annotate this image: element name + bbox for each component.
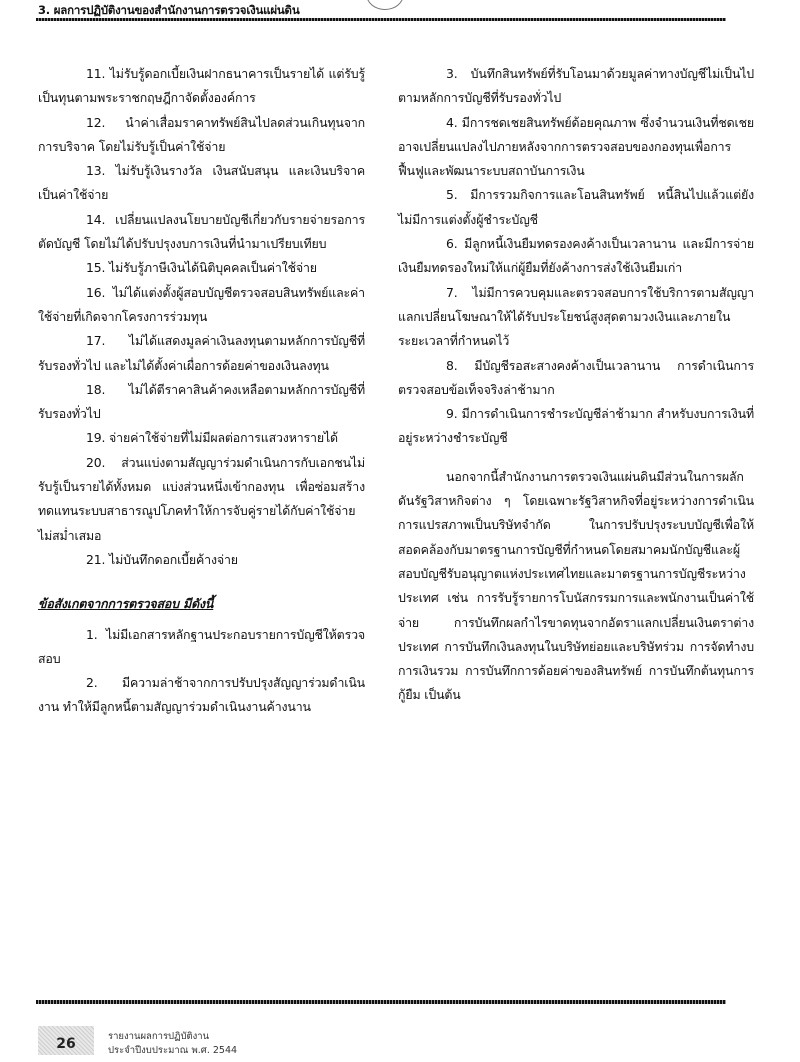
footer-line-1: รายงานผลการปฏิบัติงาน xyxy=(108,1031,210,1042)
list-item: 20. ส่วนแบ่งตามสัญญาร่วมดำเนินการกับเอกชนไม่รับรู้เป็นรายได้ทั้งหมด แบ่งส่วนหนึ่งเข้ากองทุน เพื่อซ่อมสร้างทดแทนระบบสาธารณูปโภคทำให้การจับคู่รายได้กับค่าใช้จ่ายไม่สม่ำเสมอ xyxy=(38,454,365,543)
header-divider xyxy=(36,18,726,21)
list-item: 12. นำค่าเสื่อมราคาทรัพย์สินไปลดส่วนเกินทุนจากการบริจาค โดยไม่รับรู้เป็นค่าใช้จ่าย xyxy=(38,114,365,154)
emblem-logo-icon xyxy=(366,0,404,10)
section-heading: ข้อสังเกตจากการตรวจสอบ มีดังนี้ xyxy=(38,596,214,612)
left-column xyxy=(38,62,365,720)
list-item: 15. ไม่รับรู้ภาษีเงินได้นิติบุคคลเป็นค่าใช้จ่าย xyxy=(86,260,317,276)
list-item: 3. บันทึกสินทรัพย์ที่รับโอนมาด้วยมูลค่าทางบัญชีไม่เป็นไปตามหลักการบัญชีที่รับรองทั่วไป xyxy=(398,66,754,106)
footer-divider xyxy=(36,1000,726,1004)
list-item: 2. มีความล่าช้าจากการปรับปรุงสัญญาร่วมดำเนินงาน ทำให้มีลูกหนี้ตามสัญญาร่วมดำเนินงานค้างนาน xyxy=(38,675,365,715)
right-column xyxy=(398,62,754,708)
list-item: 11. ไม่รับรู้ดอกเบี้ยเงินฝากธนาคารเป็นรายได้ แต่รับรู้เป็นทุนตามพระราชกฤษฎีกาจัดตั้งองค์การ xyxy=(38,66,365,106)
footer-line-2: ประจำปีงบประมาณ พ.ศ. 2544 xyxy=(108,1045,238,1056)
intro-paragraph: นอกจากนี้สำนักงานการตรวจเงินแผ่นดินมีส่วนในการผลักดันรัฐวิสาหกิจต่าง ๆ โดยเฉพาะรัฐวิสาหกิจที่อยู่ระหว่างการดำเนินการแปรสภาพเป็นบริษัทจำกัด ในการปรับปรุงระบบบัญชีเพื่อให้สอดคล้องกับมาตรฐานการบัญชีที่กำหนดโดยสมาคมนักบัญชีและผู้สอบบัญชีรับอนุญาตแห่งประเทศไทยและมาตรฐานการบัญชีระหว่างประเทศ เช่น การรับรู้รายการโบนัสกรรมการและพนักงานเป็นค่าใช้จ่าย การบันทึกผลกำไรขาดทุนจากอัตราแลกเปลี่ยนเงินตราต่างประเทศ การบันทึกเงินลงทุนในบริษัทย่อยและบริษัทร่วม การจัดทำงบการเงินรวม การบันทึกการด้อยค่าของสินทรัพย์ การบันทึกต้นทุนการกู้ยืม เป็นต้น xyxy=(398,468,754,703)
list-item: 7. ไม่มีการควบคุมและตรวจสอบการใช้บริการตามสัญญาแลกเปลี่ยนโฆษณาให้ได้รับประโยชน์สูงสุดตามวงเงินและภายในระยะเวลาที่กำหนดไว้ xyxy=(398,284,754,349)
list-item: 4. มีการชดเชยสินทรัพย์ด้อยคุณภาพ ซึ่งจำนวนเงินที่ชดเชยอาจเปลี่ยนแปลงไปภายหลังจากการตรวจสอบของกองทุนเพื่อการฟื้นฟูและพัฒนาระบบสถาบันการเงิน xyxy=(398,114,754,179)
header-title: 3. ผลการปฏิบัติงานของสำนักงานการตรวจเงินแผ่นดิน xyxy=(38,3,300,17)
list-item: 18. ไม่ได้ตีราคาสินค้าคงเหลือตามหลักการบัญชีที่รับรองทั่วไป xyxy=(38,381,365,422)
list-item: 21. ไม่บันทึกดอกเบี้ยค้างจ่าย xyxy=(86,551,238,567)
list-item: 5. มีการรวมกิจการและโอนสินทรัพย์ หนี้สินไปแล้วแต่ยังไม่มีการแต่งตั้งผู้ชำระบัญชี xyxy=(398,187,754,227)
list-item: 19. จ่ายค่าใช้จ่ายที่ไม่มีผลต่อการแสวงหารายได้ xyxy=(86,430,338,446)
list-item: 9. มีการดำเนินการชำระบัญชีล่าช้ามาก สำหรับงบการเงินที่อยู่ระหว่างชำระบัญชี xyxy=(398,406,754,446)
list-item: 1. ไม่มีเอกสารหลักฐานประกอบรายการบัญชีให้ตรวจสอบ xyxy=(38,626,365,666)
page-number: 26 xyxy=(38,1026,94,1055)
list-item: 14. เปลี่ยนแปลงนโยบายบัญชีเกี่ยวกับรายจ่ายรอการตัดบัญชี โดยไม่ได้ปรับปรุงงบการเงินที่นำมาเปรียบเทียบ xyxy=(38,211,365,252)
list-item: 8. มีบัญชีรอสะสางคงค้างเป็นเวลานาน การดำเนินการตรวจสอบข้อเท็จจริงล่าช้ามาก xyxy=(398,357,754,397)
list-item: 16. ไม่ได้แต่งตั้งผู้สอบบัญชีตรวจสอบสินทรัพย์และค่าใช้จ่ายที่เกิดจากโครงการร่วมทุน xyxy=(38,284,365,324)
list-item: 17. ไม่ได้แสดงมูลค่าเงินลงทุนตามหลักการบัญชีที่รับรองทั่วไป และไม่ได้ตั้งค่าเผื่อการด้อยค่าของเงินลงทุน xyxy=(38,333,365,373)
list-item: 6. มีลูกหนี้เงินยืมทดรองคงค้างเป็นเวลานาน และมีการจ่ายเงินยืมทดรองใหม่ให้แก่ผู้ยืมที่ยังค้างการส่งใช้เงินยืมเก่า xyxy=(398,236,754,276)
footer-caption xyxy=(108,1030,237,1058)
list-item: 13. ไม่รับรู้เงินรางวัล เงินสนับสนุน และเงินบริจาคเป็นค่าใช้จ่าย xyxy=(38,163,365,203)
